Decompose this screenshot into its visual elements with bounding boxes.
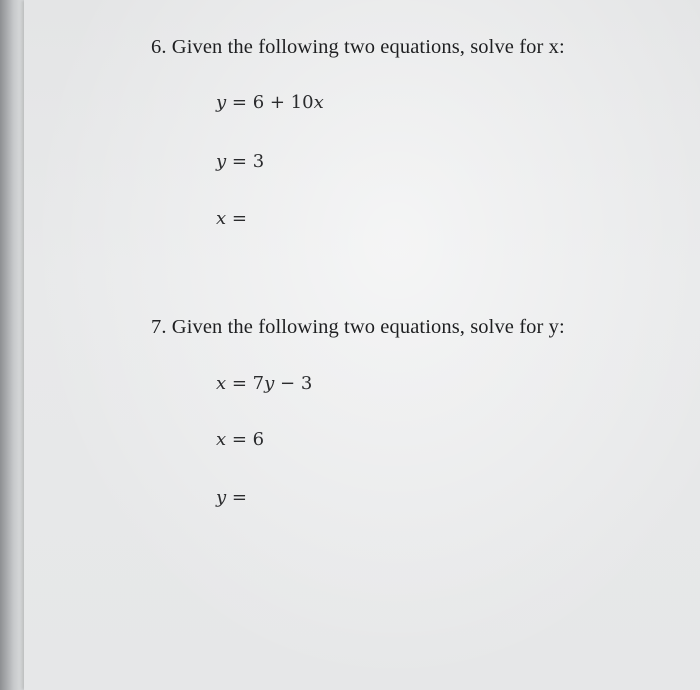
q7-answer-line bbox=[216, 487, 247, 508]
q6-eq1-var: x bbox=[313, 92, 324, 113]
worksheet-page bbox=[24, 0, 700, 690]
q6-eq3-lhs: x bbox=[216, 208, 227, 229]
question-7-title: 7. Given the following two equations, solve for y: bbox=[151, 316, 565, 338]
q6-equation-2 bbox=[216, 151, 264, 172]
q7-eq3-lhs: y bbox=[216, 487, 227, 508]
question-6-title: 6. Given the following two equations, solve for x: bbox=[151, 36, 565, 58]
q7-eq1-rel2: − 3 bbox=[274, 373, 313, 394]
q7-eq2-lhs: x bbox=[216, 429, 227, 450]
q7-equation-1 bbox=[216, 373, 312, 394]
q6-answer-line bbox=[216, 208, 247, 229]
q7-eq1-var: y bbox=[264, 373, 275, 394]
q7-equation-2 bbox=[216, 429, 264, 450]
q6-eq2-rel: = 3 bbox=[226, 151, 265, 172]
q6-eq2-lhs: y bbox=[216, 151, 227, 172]
q6-equation-1 bbox=[216, 92, 324, 113]
q6-eq3-rel: = bbox=[226, 208, 247, 229]
q6-eq1-rel: = 6 + 10 bbox=[226, 92, 314, 113]
q6-eq1-lhs: y bbox=[216, 92, 227, 113]
q7-eq2-rel: = 6 bbox=[226, 429, 265, 450]
q7-eq1-lhs: x bbox=[216, 373, 227, 394]
q7-eq3-rel: = bbox=[226, 487, 247, 508]
q7-eq1-rel1: = 7 bbox=[226, 373, 265, 394]
